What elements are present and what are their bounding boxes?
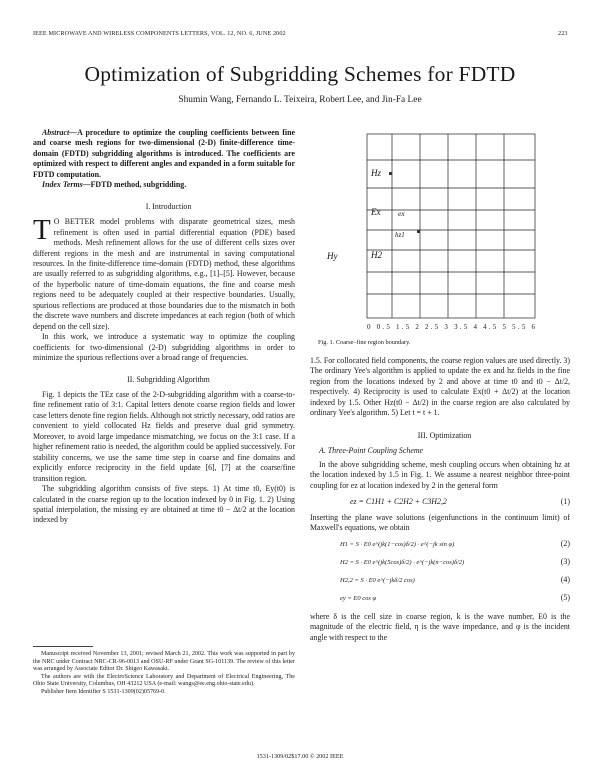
- label-hz-small: hz1: [395, 231, 405, 239]
- author-list: Shumin Wang, Fernando L. Teixeira, Robert Lee, and Jin-Fa Lee: [178, 95, 422, 105]
- equation-5-number: (5): [560, 592, 570, 602]
- label-Hz: Hz: [371, 168, 382, 178]
- copyright-line: 1531-1309/02$17.00 © 2002 IEEE: [256, 753, 344, 760]
- label-Ex: Ex: [371, 207, 381, 217]
- label-H2: H2: [371, 250, 382, 260]
- section-1-heading: I. Introduction: [145, 201, 192, 211]
- section-3-heading: III. Optimization: [417, 430, 472, 440]
- equation-1: ez = C1H1 + C2H2 + C3H2,2: [350, 496, 447, 506]
- equation-1-row: [310, 491, 570, 513]
- index-terms: [33, 180, 295, 190]
- index-terms-text: FDTD method, subgridding.: [90, 180, 187, 190]
- drop-cap: T: [33, 214, 51, 247]
- equation-block: [310, 534, 570, 612]
- equation-4-number: (4): [560, 574, 570, 584]
- abstract: [33, 128, 295, 180]
- abstract-label: Abstract—: [42, 128, 78, 137]
- section-1-paragraph-2: In this work, we introduce a systematic way to optimize the coupling coefficients for two-dimensional (2-D) subgridding algorithms in order to minimize the spurious reflections over a broad range of frequencies.: [33, 332, 295, 363]
- footnote-rule: [33, 646, 93, 647]
- index-terms-label: Index Terms—: [42, 180, 91, 190]
- running-header: IEEE MICROWAVE AND WIRELESS COMPONENTS LETTERS, VOL. 12, NO. 6, JUNE 2002: [33, 30, 286, 37]
- paper-title: Optimization of Subgridding Schemes for FDTD: [84, 62, 516, 86]
- figure-1-caption: Fig. 1. Coarse–fine region boundary.: [318, 339, 411, 346]
- equation-1-number: (1): [560, 496, 570, 506]
- abstract-text: A procedure to optimize the coupling coefficients between fine and coarse mesh regions for two-dimensional (2-D) finite-difference time-domain (FDTD) subgridding algorithms is introduced. The coefficients are optimized with respect to different angles and expanded in a form suitable for FDTD computation.: [33, 128, 295, 179]
- fine-grid: [367, 134, 535, 318]
- subsection-a-heading: A. Three-Point Coupling Scheme: [319, 446, 424, 456]
- page-number: 223: [558, 30, 568, 37]
- equation-3-number: (3): [560, 556, 570, 566]
- label-ex: ex: [398, 209, 405, 218]
- section-3-paragraph-1: In the above subgridding scheme, mesh coupling occurs when obtaining hz at the location indexed by 1.5 in Fig. 1. We assume a nearest neighbor three-point coupling for ez at location indexed by 2 in the general form: [310, 459, 570, 490]
- footnote-received: Manuscript received November 13, 2001; revised March 21, 2002. This work was supported in part by the NRC under Contract NRC-CR-96-0013 and OSU-RF under Grant SG-101139. The review of this letter was arranged by Associate Editor Dr. Shigeo Kawasaki.: [33, 651, 295, 673]
- equation-4: H2,2 = S · E0 e^(−jkδ/2 cos): [340, 576, 415, 584]
- equation-2-number: (2): [560, 538, 570, 548]
- left-column: [33, 128, 295, 526]
- label-Hy: Hy: [327, 251, 338, 261]
- footnote-affiliation: The authors are with the ElectroScience Laboratory and Department of Electrical Engineering, The Ohio State University, Columbus, OH 43212 USA (e-mail: wangs@ee.eng.ohio-state.edu).: [33, 673, 295, 688]
- equation-3: H2 = S · E0 e^(jk(5cos)δ/2) · e^(−jk(n−cos)δ/2): [340, 558, 465, 566]
- section-3-paragraph-2: Inserting the plane wave solutions (eigenfunctions in the continuum limit) of Maxwell's equations, we obtain: [310, 512, 570, 533]
- footnotes: [33, 651, 295, 697]
- section-2-paragraph-2: The subgridding algorithm consists of five steps. 1) At time t0, Ey(t0) is calculated in the coarse region up to the location indexed by 0 in Fig. 1. 2) Using spatial interpolation, the missing ey are obtained at time t0 − Δt/2 at the location indexed by: [33, 484, 295, 525]
- section-3-paragraph-3: where δ is the cell size in coarse region, k is the wave number, E0 is the magnitude of the electric field, η is the wave impedance, and φ is the incident angle with respect to the: [310, 611, 570, 642]
- equation-5: ey = E0 cos φ: [340, 594, 377, 602]
- section-2-paragraph-1: Fig. 1 depicts the TEz case of the 2-D-subgridding algorithm with a coarse-to-fine refinement ratio of 3:1. Capital letters denote coarse region fields and lower case letters denote fine region fields. Although not strictly necessary, odd ratios are convenient to yield collocated Hz fields and preserve dual grid symmetry. Moreover, to avoid large impedance mismatching, we focus on the 3:1 case. If a higher refinement ratio is needed, the algorithm could be applied successively. For stability concerns, we use the same time step in coarse and fine domains and explicitly enforce reciprocity in the field update [6], [7] at the coarse/fine transition region.: [33, 389, 295, 483]
- section-2-heading: II. Subgridding Algorithm: [127, 374, 210, 384]
- field-node: [417, 230, 420, 233]
- field-dots: [389, 172, 420, 233]
- axis-labels: 0 0.5 1.5 2 2.5 3 3.5 4 4.5 5 5.5 6: [367, 323, 535, 331]
- field-node: [389, 172, 392, 175]
- section-1-paragraph-1: T O BETTER model problems with disparate geometrical sizes, mesh refinement is often used in partial differential equation (PDE) based methods. Mesh refinement allows for the use of different cells sizes over different regions in the mesh and are instrumental in saving computational resources. In the finite-difference time-domain (FDTD) method, these algorithms are usually referred to as subgridding algorithms, e.g., [1]–[5]. However, because of the hyperbolic nature of time-domain equations, the fine and coarse mesh regions need to be adequately coupled at their respective boundaries. Usually, spurious reflections are produced at those boundaries due to the mismatch in both the discrete wave numbers and discrete impedances at each region (both of which depend on the cell size).: [33, 214, 295, 331]
- footnote-identifier: Publisher Item Identifier S 1531-1309(02)05769-0.: [41, 688, 166, 695]
- step-continuation: 1.5. For collocated field components, the coarse region values are used directly. 3) The ordinary Yee's algorithm is applied to update the ex and hz fields in the fine region from the locations indexed by 2 and above at time t0 and t0 − Δt/2, respectively. 4) Reciprocity is used to calculate Ex(t0 + Δt/2) at the location indexed by 1.5. Other Hz(t0 − Δt/2) in the coarse region are also calculated by ordinary Yee's algorithm. 5) Let t = t + 1.: [310, 356, 570, 418]
- right-column: [310, 356, 570, 643]
- equation-2: H1 = S · E0 e^(jk(1−cos)δ/2) · e^(−jk sin φ): [340, 540, 455, 548]
- figure-1: [310, 132, 568, 332]
